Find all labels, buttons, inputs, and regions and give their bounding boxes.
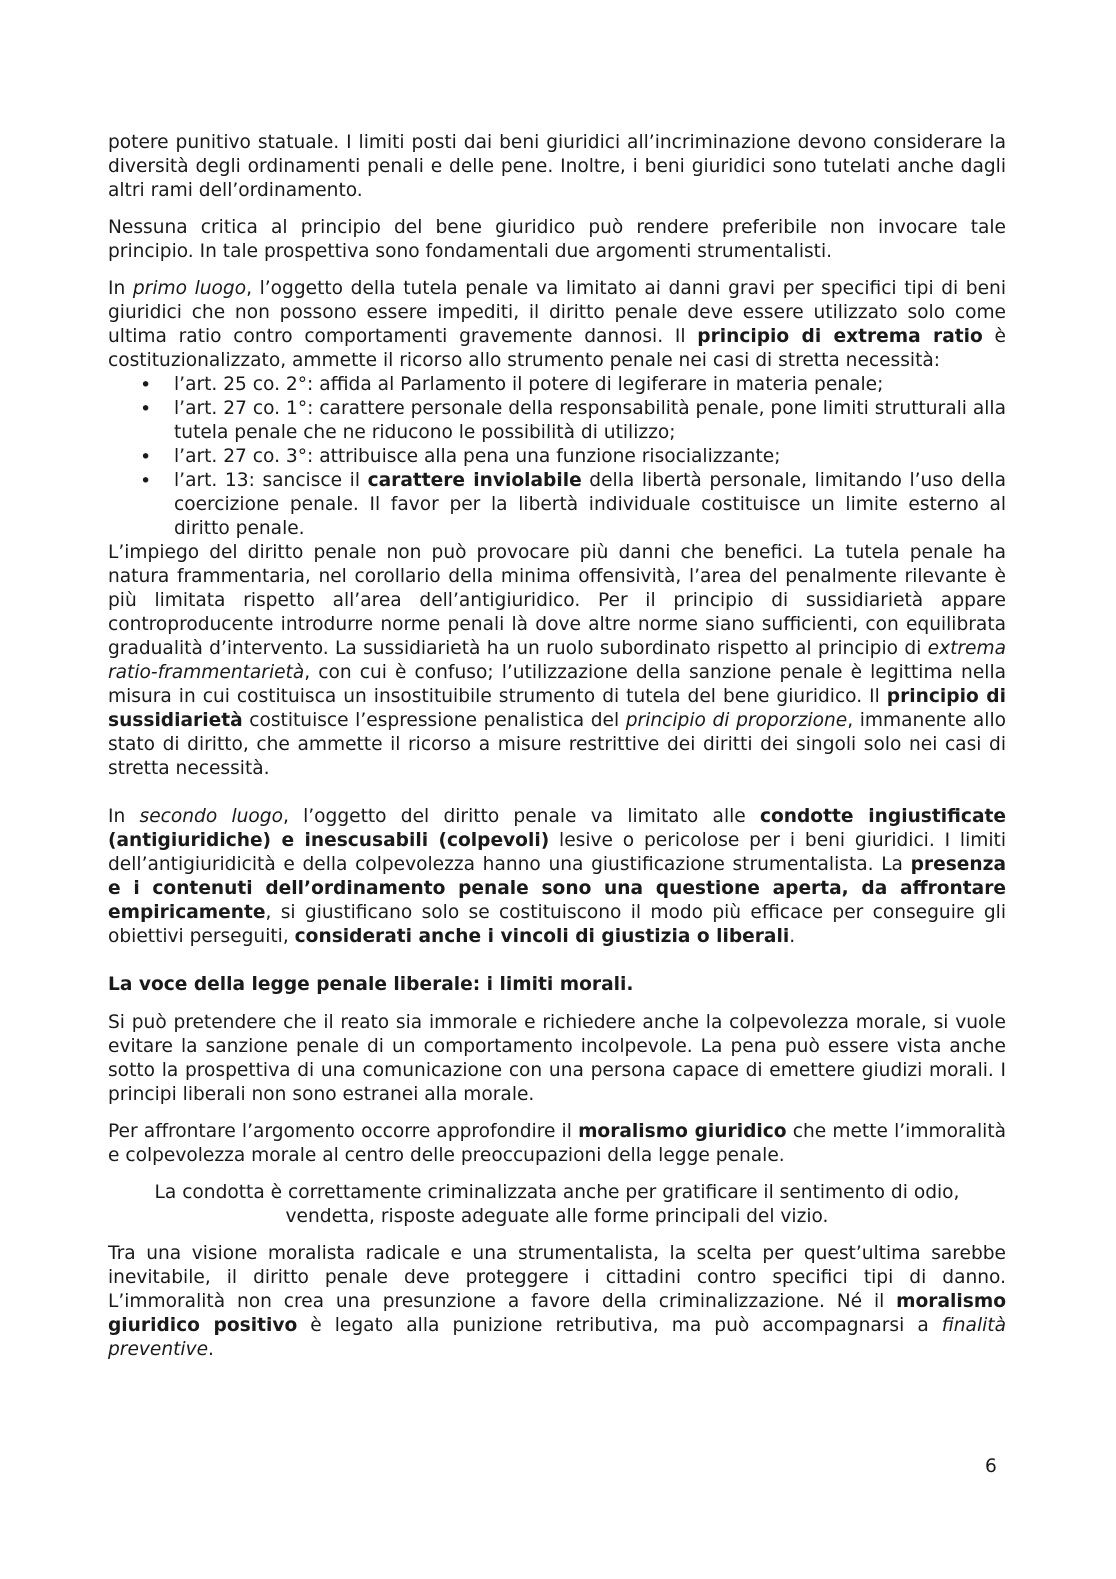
paragraph-5 (108, 805, 1006, 949)
paragraph-2: Nessuna critica al principio del bene giuridico può rendere preferibile non invocare tale principio. In tale prospettiva sono fondamentali due argomenti strumentalisti. (108, 217, 1006, 262)
bold-term: presenza e i contenuti dell’ordinamento penale sono una questione aperta, da affrontare empiricamente (108, 854, 1006, 923)
paragraph-1: potere punitivo statuale. I limiti posti dai beni giuridici all’incriminazione devono considerare la diversità degli ordinamenti penali e delle pene. Inoltre, i beni giuridici sono tutelati anche dagli altri rami dell’ordinamento. (108, 132, 1006, 201)
text: costituisce l’espressione penalistica del (242, 710, 626, 731)
bold-term: principio di extrema ratio (697, 326, 983, 347)
text: è costituzionalizzato, ammette il ricorso allo strumento penale nei casi di stretta necessità: (108, 326, 1006, 371)
text: In (108, 806, 140, 827)
list-item: • l’art. 25 co. 2°: affida al Parlamento il potere di legiferare in materia penale; (108, 373, 1006, 397)
text: , l’oggetto della tutela penale va limitato ai danni gravi per specifici tipi di beni giuridici che non possono essere impediti, il diritto penale deve essere utilizzato solo come ultima ratio contro comportamenti gravemente dannosi. Il (108, 278, 1006, 347)
bold-term: carattere inviolabile (367, 470, 582, 491)
bold-term: considerati anche i vincoli di giustizia o liberali (294, 926, 790, 947)
text: . (789, 926, 796, 947)
page-number: 6 (985, 1456, 997, 1477)
text: Tra una visione moralista radicale e una strumentalista, la scelta per quest’ultima sarebbe inevitabile, il diritto penale deve proteggere i cittadini contro specifici tipi di danno. L’immoralità non crea una presunzione a favore della criminalizzazione. Né il (108, 1243, 1006, 1312)
text: è legato alla punizione retributiva, ma può accompagnarsi a (297, 1315, 942, 1336)
list-item: • l’art. 27 co. 1°: carattere personale della responsabilità penale, pone limiti strutturali alla tutela penale che ne riducono le possibilità di utilizzo; (108, 397, 1006, 445)
text: . (208, 1339, 214, 1360)
text: l’art. 13: sancisce il (174, 470, 368, 491)
paragraph-7 (108, 1120, 1006, 1168)
text: L’impiego del diritto penale non può provocare più danni che benefici. La tutela penale ha natura frammentaria, nel corollario della minima offensività, l’area del penalmente rilevante è più limitata rispetto all’area dell’antigiuridico. Per il principio di sussidiarietà appare controproducente introdurre norme penali là dove altre norme siano sufficienti, con equilibrata gradualità d’intervento. La sussidiarietà ha un ruolo subordinato rispetto al principio di (108, 542, 1006, 659)
text: Per affrontare l’argomento occorre approfondire il (108, 1121, 579, 1142)
emphasis-text: finalità preventive (108, 1315, 1006, 1360)
text: della libertà personale, limitando l’uso della coercizione penale. Il favor per la libertà individuale costituisce un limite esterno al diritto penale. (174, 470, 1006, 539)
article-list (108, 373, 1006, 541)
bold-term: moralismo giuridico (578, 1121, 787, 1142)
text: , si giustificano solo se costituiscono il modo più efficace per conseguire gli obiettivi perseguiti, (108, 902, 1006, 947)
bold-term: condotte ingiustificate (antigiuridiche) e inescusabili (colpevoli) (108, 806, 1006, 851)
bold-term: principio di sussidiarietà (108, 686, 1006, 731)
text: In (108, 278, 133, 299)
emphasis-text: principio di proporzione (625, 710, 848, 731)
quote-paragraph: La condotta è correttamente criminalizzata anche per gratificare il sentimento di odio, vendetta, risposte adeguate alle forme principali del vizio. (154, 1182, 960, 1227)
text: lesive o pericolose per i beni giuridici. I limiti dell’antigiuridicità e della colpevolezza hanno una giustificazione strumentalista. La (108, 830, 1006, 875)
emphasis-text: secondo luogo (139, 806, 283, 827)
list-item: • l’art. 27 co. 3°: attribuisce alla pena una funzione risocializzante; (108, 445, 1006, 469)
text: che mette l’immoralità e colpevolezza morale al centro delle preoccupazioni della legge penale. (108, 1121, 1007, 1166)
text: , con cui è confuso; l’utilizzazione della sanzione penale è legittima nella misura in cui costituisca un insostituibile strumento di tutela del bene giuridico. Il (108, 662, 1006, 707)
section-heading: La voce della legge penale liberale: i limiti morali. (108, 974, 634, 995)
paragraph-6: Si può pretendere che il reato sia immorale e richiedere anche la colpevolezza morale, si vuole evitare la sanzione penale di un comportamento incolpevole. La pena può essere vista anche sotto la prospettiva di una comunicazione con una persona capace di emettere giudizi morali. I principi liberali non sono estranei alla morale. (108, 1012, 1006, 1105)
emphasis-text: primo luogo (132, 278, 247, 299)
list-item (108, 469, 1006, 541)
emphasis-text: extrema ratio-frammentarietà (108, 638, 1006, 683)
text: , immanente allo stato di diritto, che ammette il ricorso a misure restrittive dei diritti dei singoli solo nei casi di stretta necessità. (108, 710, 1006, 779)
paragraph-4 (108, 541, 1006, 781)
paragraph-3 (108, 277, 1006, 373)
document-page (108, 131, 1006, 1362)
paragraph-8 (108, 1242, 1006, 1362)
bold-term: moralismo giuridico positivo (108, 1291, 1006, 1336)
text: , l’oggetto del diritto penale va limitato alle (282, 806, 760, 827)
